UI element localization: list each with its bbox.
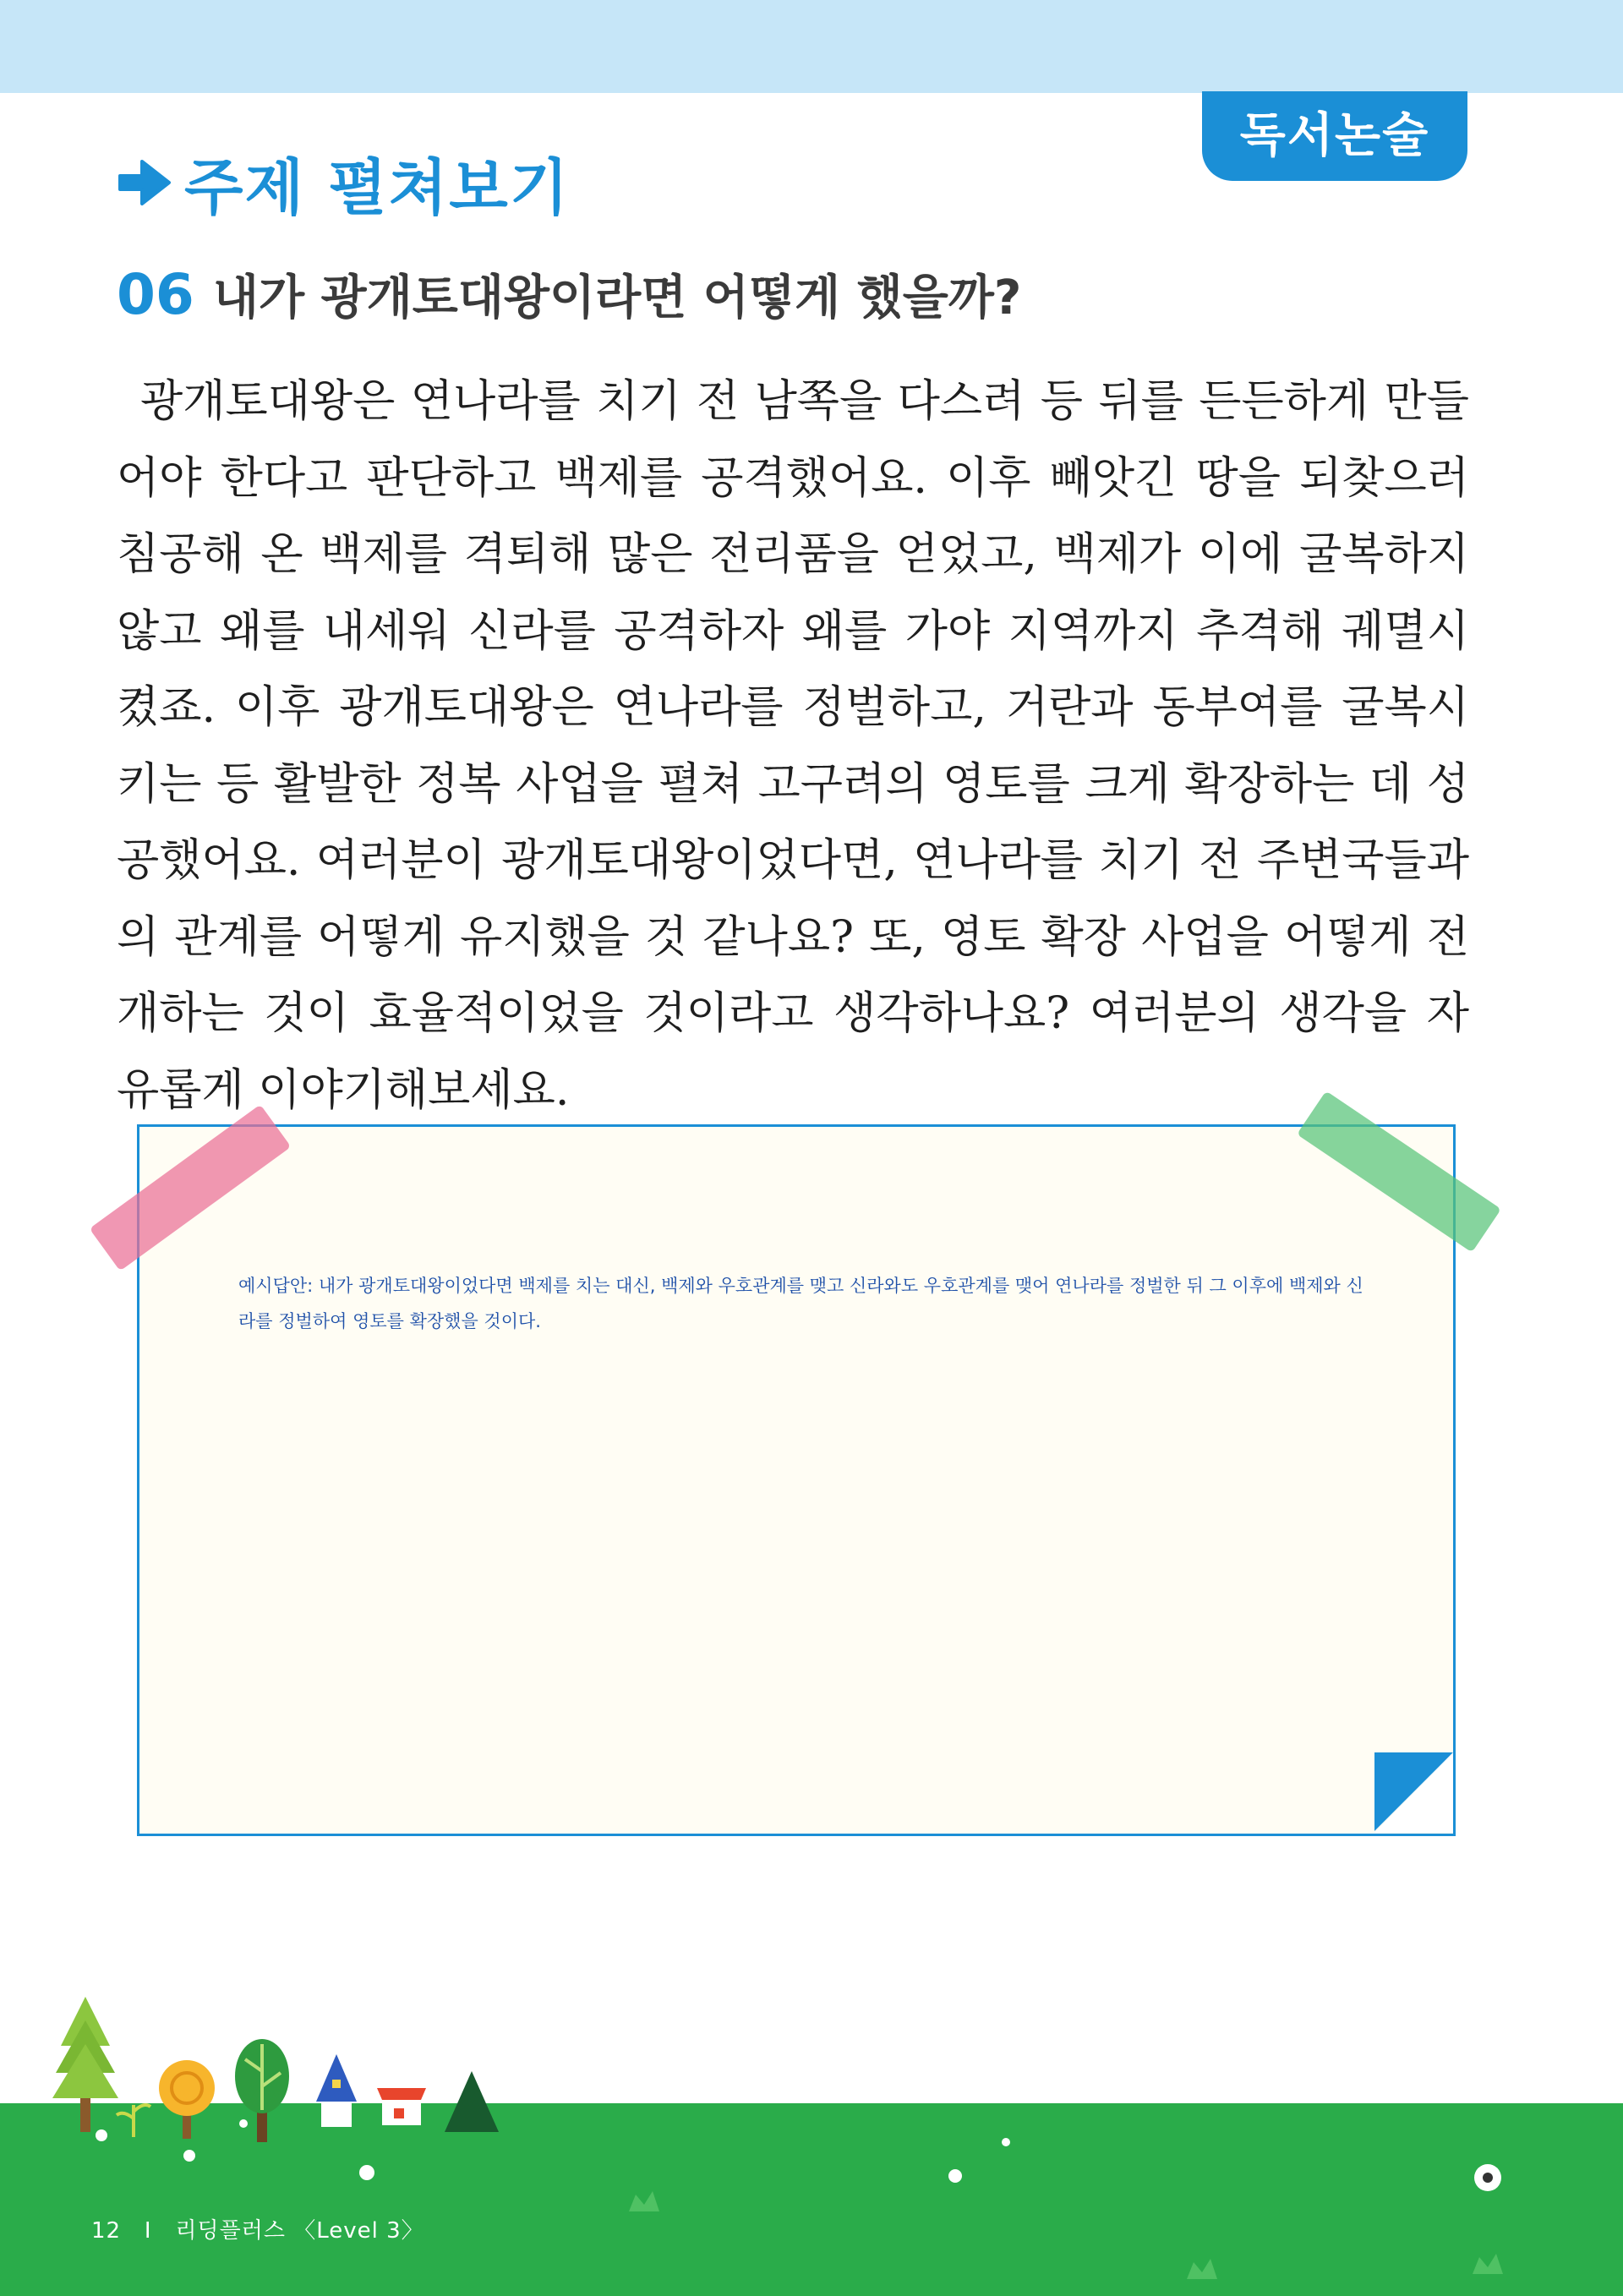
category-tab: 독서논술 bbox=[1202, 91, 1467, 181]
answer-note-card bbox=[137, 1124, 1456, 1836]
red-house-icon bbox=[377, 2088, 426, 2125]
top-band bbox=[0, 0, 1623, 93]
arrow-right-icon bbox=[117, 155, 172, 210]
blue-house-icon bbox=[316, 2054, 357, 2127]
grass-tuft-icon bbox=[629, 2191, 1503, 2279]
question-heading bbox=[117, 257, 1021, 331]
section-title: 주제 펼쳐보기 bbox=[184, 152, 571, 223]
question-number: 06 bbox=[117, 261, 194, 327]
dark-pine-icon bbox=[445, 2071, 499, 2132]
page-number: 12 bbox=[91, 2218, 122, 2244]
example-answer: 예시답안: 내가 광개토대왕이었다면 백제를 치는 대신, 백제와 우호관계를 맺고 신라와도 우호관계를 맺어 연나라를 정벌한 뒤 그 이후에 백제와 신라를 정벌하여 영토를 확장했을 것이다. bbox=[238, 1276, 1363, 1331]
page-footer bbox=[91, 2213, 424, 2244]
footer-separator: I bbox=[144, 2218, 152, 2244]
sprout-icon bbox=[117, 2105, 150, 2137]
section-header bbox=[117, 144, 570, 221]
book-title: 리딩플러스 〈Level 3〉 bbox=[175, 2218, 424, 2244]
yellow-tree-icon bbox=[159, 2060, 215, 2139]
flower-icon bbox=[96, 2119, 1501, 2191]
question-text: 내가 광개토대왕이라면 어떻게 했을까? bbox=[212, 271, 1022, 325]
pine-tree-icon bbox=[52, 1997, 118, 2132]
body-paragraph: 광개토대왕은 연나라를 치기 전 남쪽을 다스려 등 뒤를 든든하게 만들어야 한다고 판단하고 백제를 공격했어요. 이후 빼앗긴 땅을 되찾으러 침공해 온 백제를 격퇴해 많은 전리품을 얻었고, 백제가 이에 굴복하지 않고 왜를 내세워 신라를 공격하자 왜를 가야 지역까지 추격해 궤멸시켰죠. 이후 광개토대왕은 연나라를 정벌하고, 거란과 동부여를 굴복시키는 등 활발한 정복 사업을 펼쳐 고구려의 영토를 크게 확장하는 데 성공했어요. 여러분이 광개토대왕이었다면, 연나라를 치기 전 주변국들과의 관계를 어떻게 유지했을 것 같나요? 또, 영토 확장 사업을 어떻게 전개하는 것이 효율적이었을 것이라고 생각하나요? 여러분의 생각을 자유롭게 이야기해보세요. bbox=[117, 376, 1469, 1116]
